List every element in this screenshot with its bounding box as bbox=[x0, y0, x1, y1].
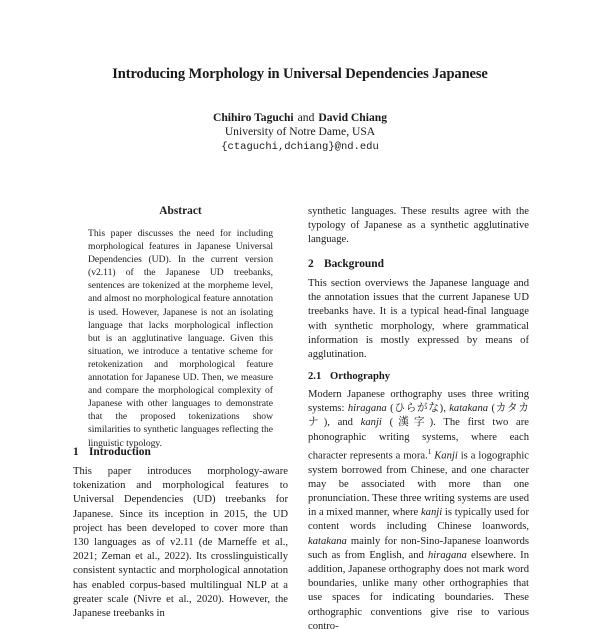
orthography-text: Modern Japanese orthography uses three writing systems: hiragana (ひらがな), katakana (カタカナ), and kanji (漢字). The first two are phonographic writing systems, where each character represents a mora.$^1$ Kanji is a logographic system borrowed from Chinese, and one character may be associated with more than one pronunciation. These three writing systems are used in a mixed manner, where kanji is typically used for content words including Chinese loanwords, katakana mainly for non-Sino-Japanese loanwords such as from English, and hiragana elsewhere. In addition, Japanese orthography does not mark word boundaries, unlike many other orthographies that use spaces for indicating boundaries. These orthographic conventions give rise to various contro- bbox=[308, 389, 530, 632]
author-conjunction: and bbox=[297, 111, 315, 124]
author-email: {ctaguchi,dchiang}@nd.edu bbox=[221, 140, 379, 153]
section-1-number: 1 bbox=[73, 446, 79, 458]
author-2: David Chiang bbox=[318, 111, 388, 124]
section-1-title: Introduction bbox=[89, 446, 151, 458]
author-block bbox=[0, 111, 600, 154]
author-1: Chihiro Taguchi bbox=[212, 111, 294, 124]
subsection-2-1-heading bbox=[308, 371, 390, 382]
section-1-heading bbox=[73, 446, 151, 458]
right-column-continuation: synthetic languages. These results agree with the typology of Japanese as a synthetic agglutinative language. bbox=[308, 206, 529, 246]
subsection-2-1-title: Orthography bbox=[330, 371, 391, 382]
paper-title: Introducing Morphology in Universal Dependencies Japanese bbox=[112, 66, 488, 82]
section-2-heading bbox=[308, 258, 384, 270]
introduction-text: This paper introduces morphology-aware tokenization and morphological features to Universal Dependencies (UD) treebanks for Japanese. Since its inception in 2015, the UD project has been developed to cover more than 130 languages as of v2.11 (de Marneffe et al., 2021; Zeman et al., 2022). Its crosslinguistically consistent syntactic and morphological annotation has enabled corpus-based multilingual NLP at a greater scale (Nivre et al., 2020). However, the Japanese treebanks in bbox=[73, 466, 288, 620]
section-2-title: Background bbox=[324, 258, 384, 270]
affiliation: University of Notre Dame, USA bbox=[224, 125, 376, 139]
section-2-number: 2 bbox=[308, 258, 314, 270]
abstract-heading: Abstract bbox=[159, 205, 202, 217]
author-names bbox=[0, 111, 600, 125]
abstract-text: This paper discusses the need for including morphological features in Japanese Universal Dependencies (UD). In the current version (v2.11) of the Japanese UD treebanks, sentences are tokenized at the morpheme level, and almost no morphological feature annotation is used. However, Japanese is not an isolating language that lacks morphological inflection but is an agglutinative language. Given this situation, we introduce a tentative scheme for retokenization and morphological feature annotation for Japanese UD. Then, we measure and compare the morphological complexity of Japanese with other languages to demonstrate that the proposed tokenizations show similarities to synthetic languages reflecting the linguistic typology. bbox=[88, 228, 273, 449]
background-text: This section overviews the Japanese language and the annotation issues that the current Japanese UD treebanks have. It is a typical head-final language with synthetic morphology, where grammatical information is mostly expressed by means of agglutination. bbox=[308, 278, 529, 361]
subsection-2-1-number: 2.1 bbox=[308, 371, 322, 382]
footnote-marker[interactable]: 1 bbox=[427, 447, 432, 456]
